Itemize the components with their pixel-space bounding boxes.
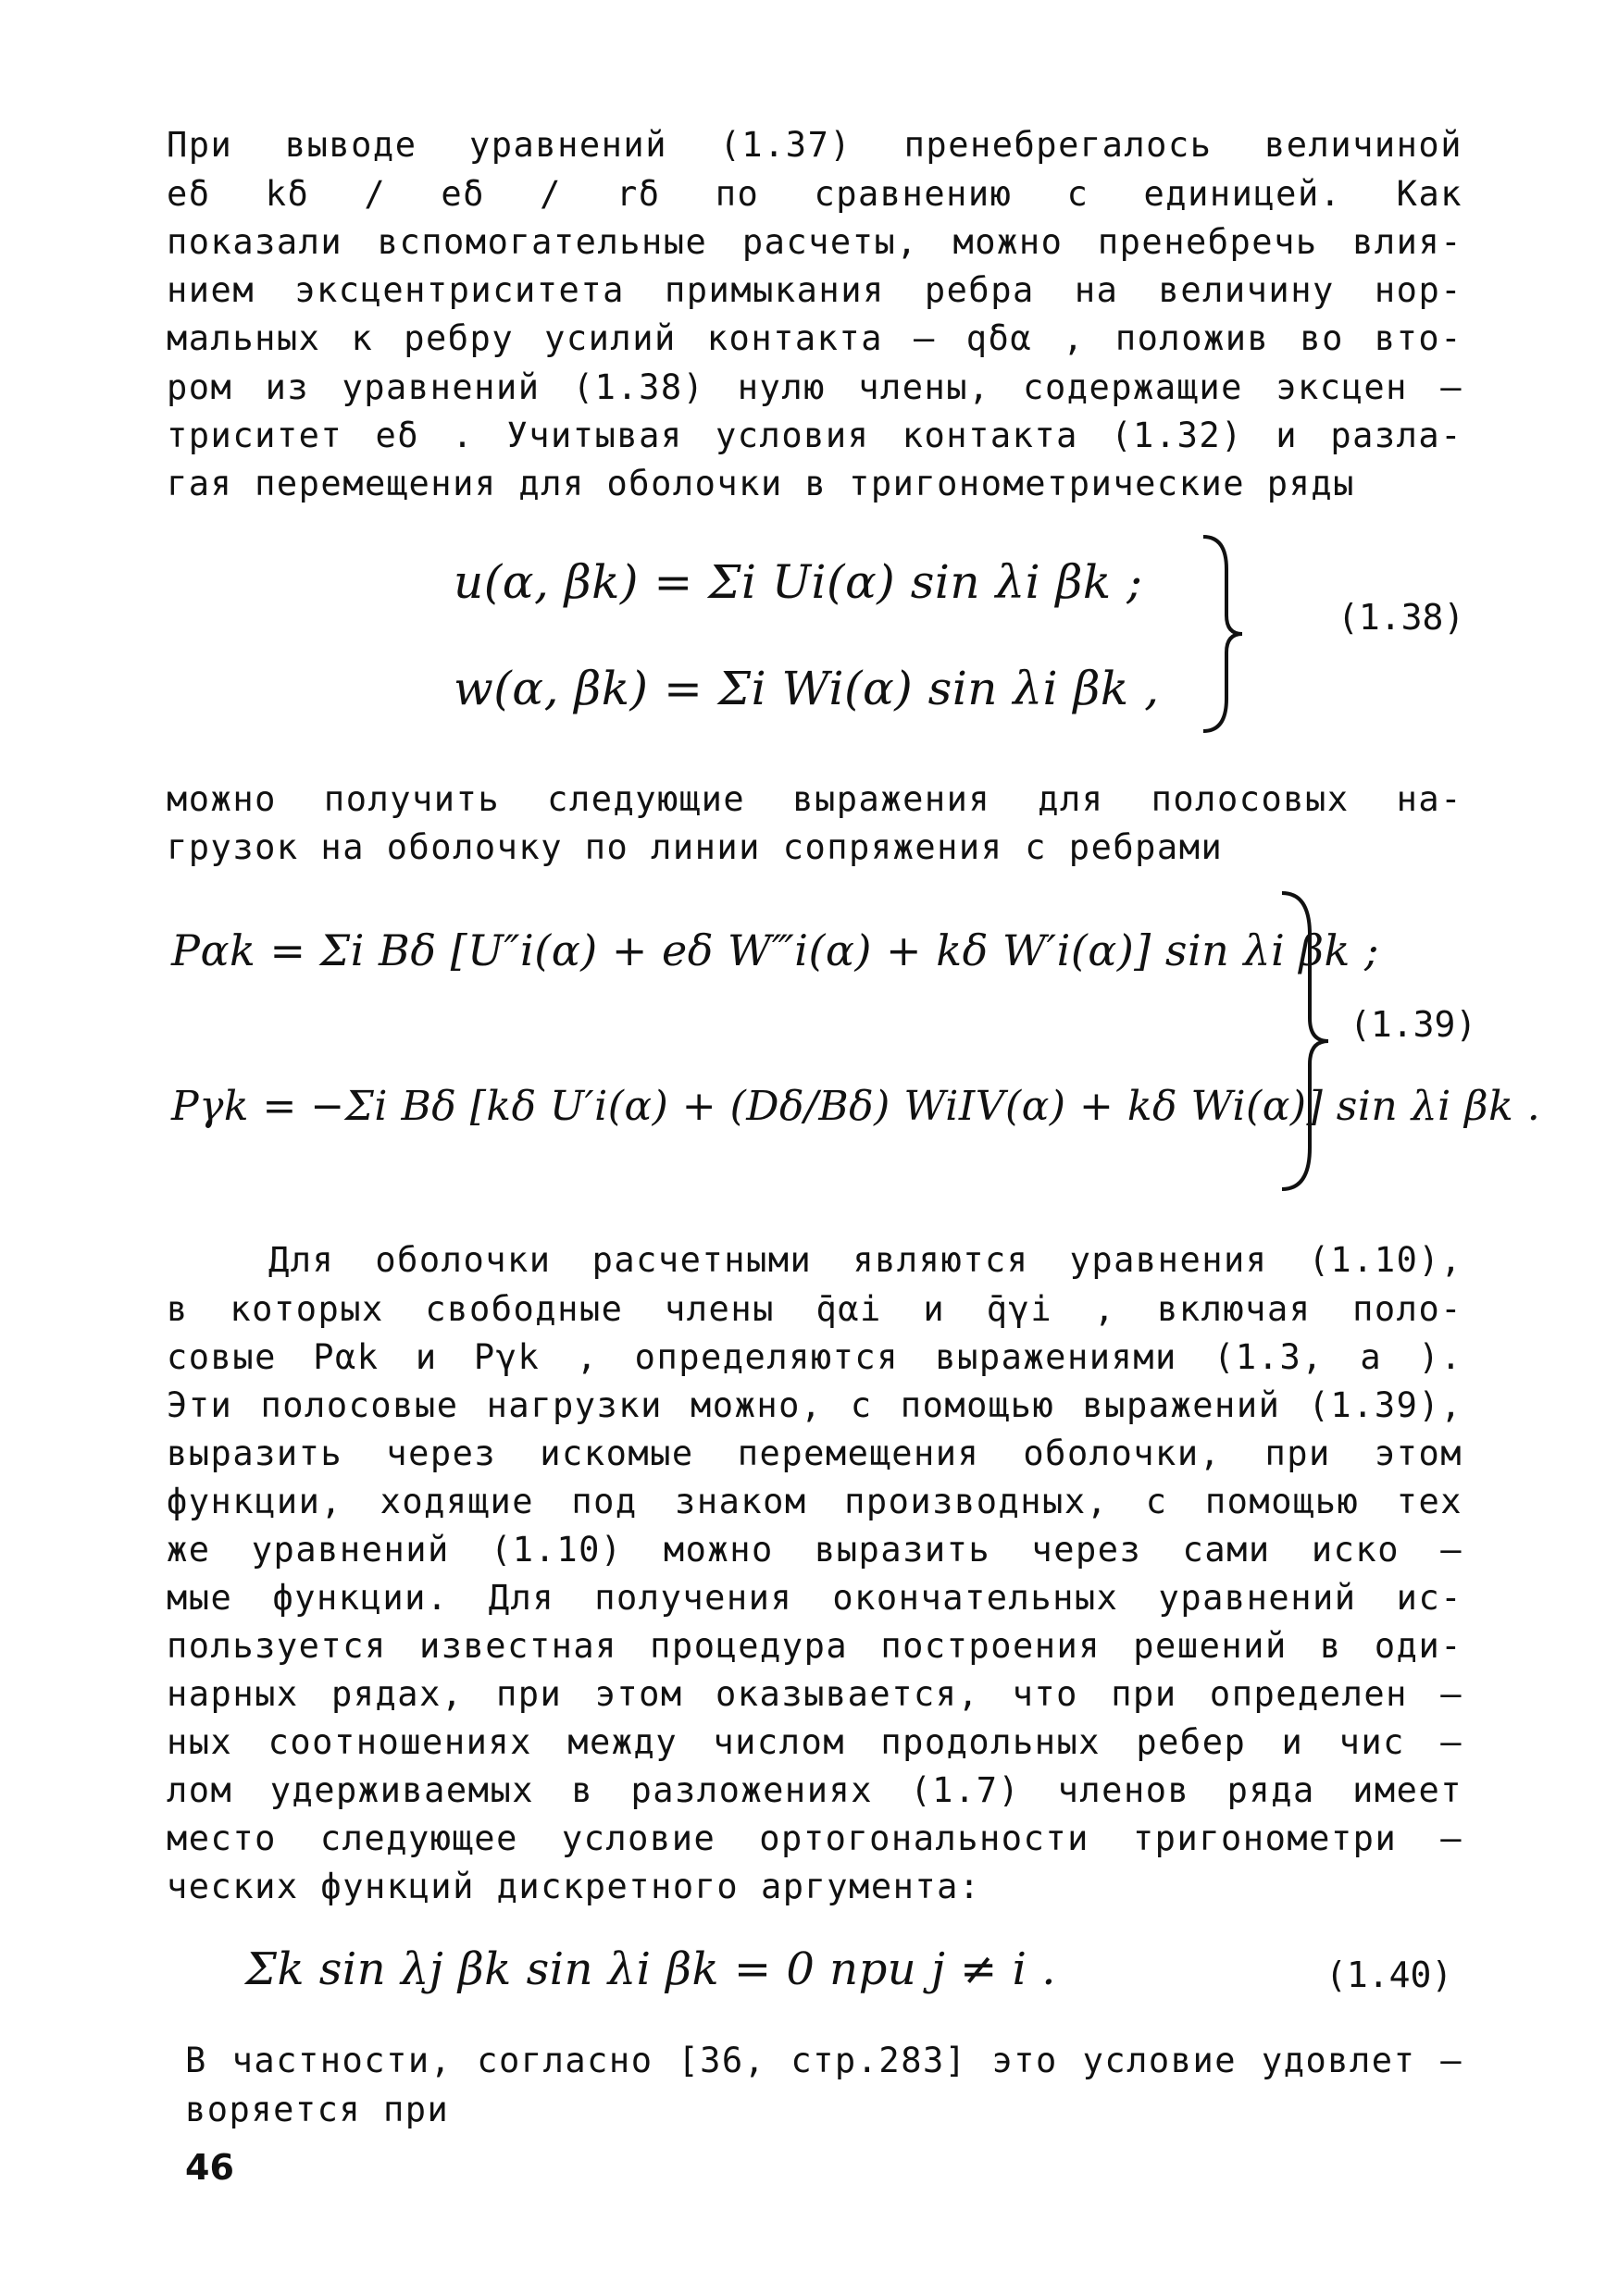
text-line: же уравнений (1.10) можно выразить через сами иско – — [167, 1530, 1462, 1570]
text-line: выразить через искомые перемещения оболочки, при этом — [167, 1433, 1462, 1473]
text-line: При выводе уравнений (1.37) пренебрегалось величиной — [167, 125, 1462, 165]
text-line: мые функции. Для получения окончательных уравнений ис- — [167, 1578, 1462, 1618]
text-line: грузок на оболочку по линии сопряжения с ребрами — [167, 827, 1224, 867]
equation-number: (1.40) — [1326, 1955, 1453, 1995]
text-line: пользуется известная процедура построения решений в оди- — [167, 1626, 1462, 1666]
text-line: нарных рядах, при этом оказывается, что при определен – — [167, 1674, 1462, 1714]
text-line: ных соотношениях между числом продольных ребер и чис – — [167, 1722, 1462, 1762]
equation-1-38-line1: u(α, βk) = Σi Ui(α) sin λi βk ; — [454, 555, 1143, 609]
right-brace — [1273, 888, 1338, 1194]
text-line: совые Pαk и Pγk , определяются выражениями (1.3, а ). — [167, 1337, 1462, 1377]
equation-number: (1.38) — [1338, 597, 1465, 638]
text-line: лом удерживаемых в разложениях (1.7) членов ряда имеет — [167, 1770, 1462, 1810]
page-number: 46 — [185, 2147, 234, 2188]
equation-1-38-line2: w(α, βk) = Σi Wi(α) sin λi βk , — [454, 662, 1160, 715]
text-line: Для оболочки расчетными являются уравнения (1.10), — [268, 1240, 1462, 1280]
equation-1-39-line2: Pγk = −Σi Bδ [kδ U′i(α) + (Dδ/Bδ) WiIV(α) + kδ Wi(α)] sin λi βk . — [171, 1083, 1541, 1130]
text-line: нием эксцентриситета примыкания ребра на величину нор- — [167, 270, 1462, 310]
equation-1-40: Σk sin λj βk sin λi βk = 0 при j ≠ i . — [245, 1943, 1056, 1995]
right-brace — [1194, 532, 1250, 736]
text-line: в которых свободные члены q̄αi и q̄γi , включая поло- — [167, 1289, 1462, 1329]
text-line: ческих функций дискретного аргумента: — [167, 1867, 981, 1906]
text-line: триситет eδ . Учитывая условия контакта (1.32) и разла- — [167, 416, 1462, 455]
text-line: можно получить следующие выражения для полосовых на- — [167, 779, 1462, 819]
equation-number: (1.39) — [1350, 1004, 1477, 1045]
text-line: место следующее условие ортогональности тригонометри – — [167, 1818, 1462, 1858]
text-line: В частности, согласно [36, стр.283] это условие удовлет – — [185, 2041, 1462, 2080]
text-line: показали вспомогательные расчеты, можно пренебречь влия- — [167, 222, 1462, 262]
text-line: гая перемещения для оболочки в тригонометрические ряды — [167, 464, 1355, 503]
text-line: Эти полосовые нагрузки можно, с помощью выражений (1.39), — [167, 1385, 1462, 1425]
equation-1-39-line1: Pαk = Σi Bδ [U″i(α) + eδ W‴i(α) + kδ W′i(α)] sin λi βk ; — [171, 925, 1379, 975]
text-line: мальных к ребру усилий контакта – qδα , положив во вто- — [167, 318, 1462, 358]
text-line: ром из уравнений (1.38) нулю члены, содержащие эксцен – — [167, 367, 1462, 407]
text-line: eδ kδ / eδ / rδ по сравнению с единицей. Как — [167, 174, 1462, 214]
text-line: воряется при — [185, 2090, 450, 2129]
text-line: функции, ходящие под знаком производных, с помощью тех — [167, 1482, 1462, 1521]
